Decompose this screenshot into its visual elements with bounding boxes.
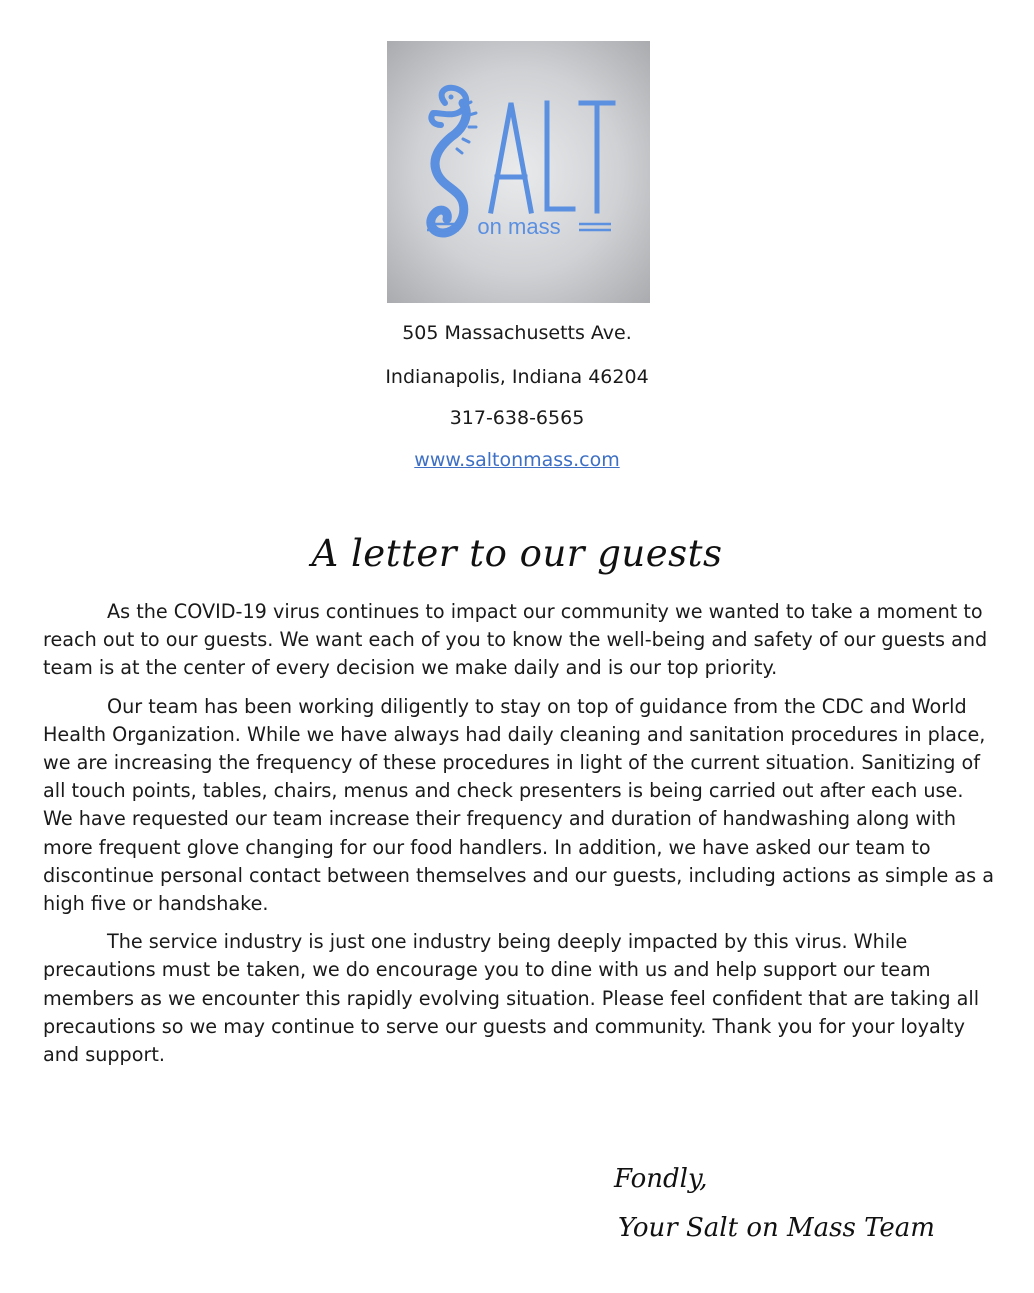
letter-paragraph: The service industry is just one industry being deeply impacted by this virus. While precautions must be taken, we do encourage you to dine with us and help support our team members as we encounter this rapidly evolving situation. Please feel confident that are taking all precautions so we may continue to serve our guests and community. Thank you for your loyalty and support. bbox=[43, 930, 980, 1067]
address-street: 505 Massachusetts Ave. bbox=[402, 322, 632, 344]
address-phone: 317-638-6565 bbox=[449, 407, 585, 429]
address-website-row bbox=[0, 449, 1034, 471]
address-city: Indianapolis, Indiana 46204 bbox=[385, 366, 649, 388]
logo-subtitle: on mass bbox=[477, 214, 561, 239]
letter-body bbox=[43, 598, 998, 1079]
website-link[interactable]: www.saltonmass.com bbox=[414, 449, 620, 471]
logo bbox=[387, 41, 650, 303]
seahorse-icon bbox=[431, 88, 476, 233]
letter-closing: Fondly, bbox=[614, 1164, 708, 1194]
logo-wordmark bbox=[491, 103, 613, 211]
letter-title: A letter to our guests bbox=[311, 532, 723, 575]
letter-paragraph: Our team has been working diligently to stay on top of guidance from the CDC and World Health Organization. While we have always had daily cleaning and sanitation procedures in place, we are increasing the frequency of these procedures in light of the current situation. Sanitizing of all touch points, tables, chairs, menus and check presenters is being carried out after each use. We have requested our team increase their frequency and duration of handwashing along with more frequent glove changing for our food handlers. In addition, we have asked our team to discontinue personal contact between themselves and our guests, including actions as simple as a high five or handshake. bbox=[43, 694, 995, 916]
letter-signature: Your Salt on Mass Team bbox=[618, 1213, 935, 1243]
letter-paragraph: As the COVID-19 virus continues to impact our community we wanted to take a moment to reach out to our guests. We want each of you to know the well-being and safety of our guests and team is at the center of every decision we make daily and is our top priority. bbox=[43, 600, 988, 680]
logo-graphic bbox=[387, 41, 650, 303]
